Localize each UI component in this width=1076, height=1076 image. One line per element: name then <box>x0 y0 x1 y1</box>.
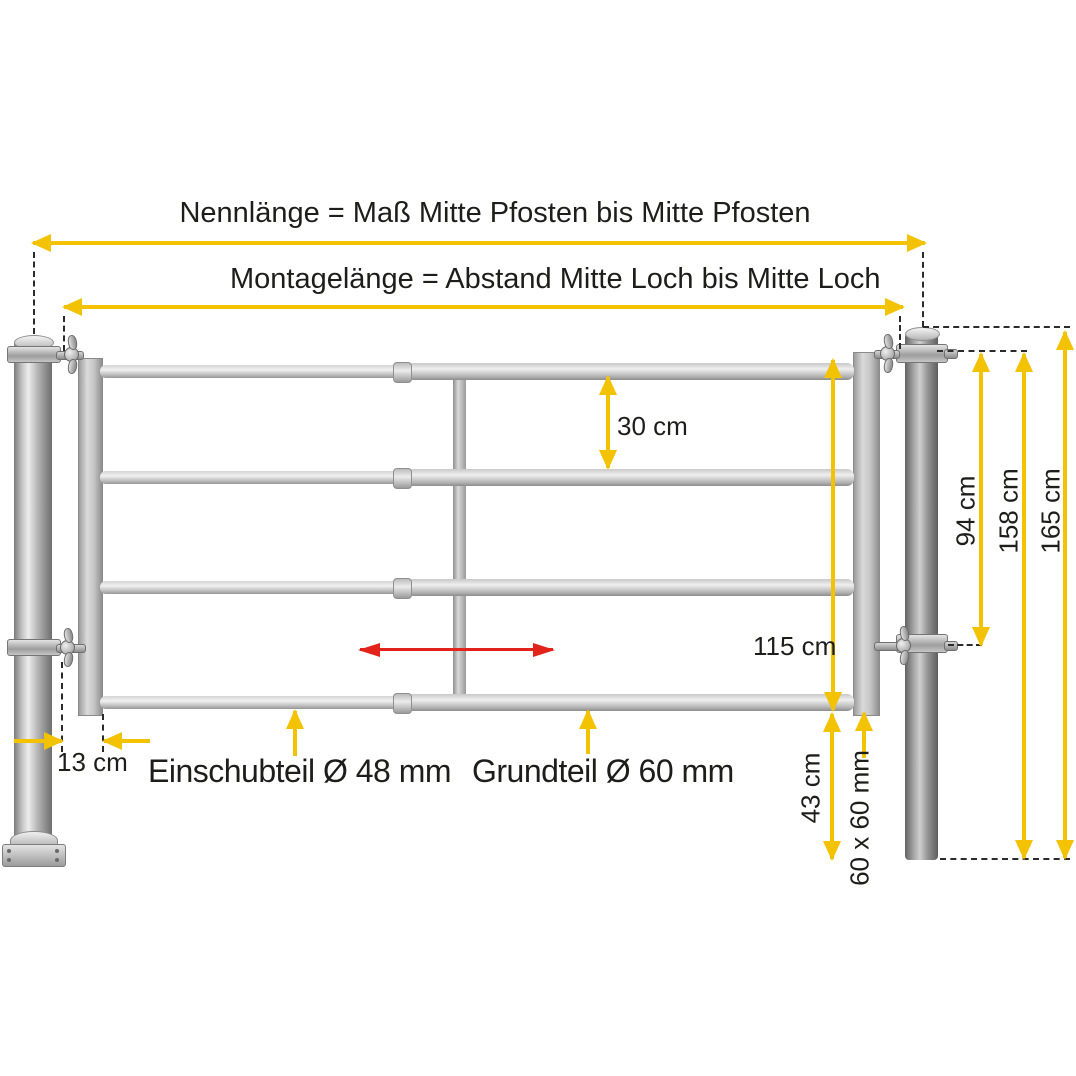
dim-label-insert-offset: 13 cm <box>57 747 128 777</box>
gate-middle-strut <box>453 371 466 704</box>
montagelaenge-dimension-arrow-icon <box>64 305 903 309</box>
dim-arrow-rail-gap-icon <box>606 377 610 468</box>
slide-direction-arrow-icon <box>360 648 553 651</box>
left-post-foot-plate <box>2 844 66 867</box>
gate-rail-base <box>406 694 854 711</box>
extension-line <box>33 252 35 334</box>
dim-label-ground-clearance: 43 cm <box>795 752 826 824</box>
extension-line <box>63 316 65 351</box>
left-post <box>14 341 52 843</box>
left-top-wingnut-icon <box>64 347 79 362</box>
dim-label-hole-height: 158 cm <box>993 468 1024 554</box>
gate-frame-right-upright <box>853 352 880 716</box>
montagelaenge-label: Montagelänge = Abstand Mitte Loch bis Mitte Loch <box>230 263 881 295</box>
plate-hole <box>7 858 11 862</box>
pointer-arrow-grundteil-icon <box>586 711 590 754</box>
pointer-arrow-einschubteil-icon <box>293 711 297 756</box>
left-bottom-clamp <box>7 639 61 656</box>
plate-hole <box>55 858 59 862</box>
dim-label-frame-profile: 60 x 60 mm <box>844 750 875 886</box>
dim-label-rail-gap: 30 cm <box>617 411 688 441</box>
gate-rail-base <box>406 579 854 596</box>
rail-collar <box>393 468 412 489</box>
dim-arrow-hole-height-icon <box>1022 354 1026 858</box>
left-top-clamp <box>7 346 61 363</box>
dim-label-clamp-span: 94 cm <box>950 475 981 547</box>
dim-arrow-ground-clearance-icon <box>830 714 834 859</box>
dim-arrow-post-height-icon <box>1063 332 1067 858</box>
dim-arrow-insert-offset-left-icon <box>14 739 62 743</box>
gate-rail-insert <box>100 696 412 709</box>
right-bottom-clamp-stub <box>944 641 958 651</box>
gate-rail-base <box>406 469 854 486</box>
left-bottom-wingnut-icon <box>60 640 75 655</box>
plate-hole <box>7 849 11 853</box>
rail-collar <box>393 578 412 599</box>
part-label-einschubteil: Einschubteil Ø 48 mm <box>148 753 452 789</box>
right-bottom-wingnut-icon <box>896 638 911 653</box>
rail-collar <box>393 362 412 383</box>
right-top-clamp <box>896 344 948 363</box>
gate-rail-insert <box>100 581 412 594</box>
gate-rail-insert <box>100 365 412 378</box>
ground-reference-line <box>940 858 1070 860</box>
dim-label-gate-height: 115 cm <box>753 631 837 661</box>
extension-line <box>899 316 901 349</box>
dim-label-post-height: 165 cm <box>1035 468 1066 554</box>
nennlaenge-label: Nennlänge = Maß Mitte Pfosten bis Mitte Pfosten <box>179 197 811 229</box>
right-post <box>905 333 938 860</box>
plate-hole <box>55 849 59 853</box>
gate-rail-base <box>406 363 854 380</box>
right-post-cap <box>905 327 940 341</box>
rail-collar <box>393 693 412 714</box>
gate-frame-left-upright <box>78 358 103 716</box>
extension-line <box>922 252 924 327</box>
part-label-grundteil: Grundteil Ø 60 mm <box>472 753 734 789</box>
nennlaenge-dimension-arrow-icon <box>33 241 925 245</box>
gate-rail-insert <box>100 471 412 484</box>
right-top-wingnut-icon <box>880 346 895 361</box>
extension-line <box>923 326 1070 328</box>
dim-arrow-insert-offset-right-icon <box>104 739 150 743</box>
